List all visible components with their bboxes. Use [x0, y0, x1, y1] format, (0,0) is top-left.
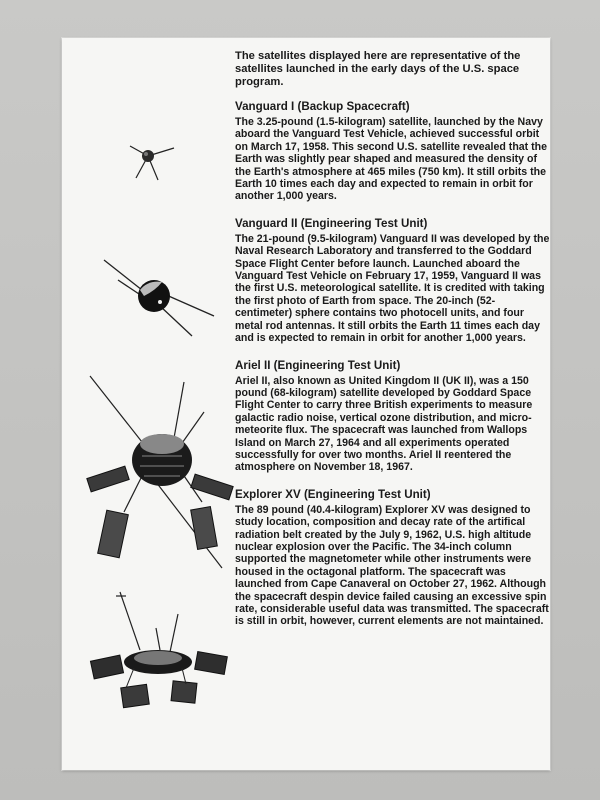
section-ariel-2 — [235, 359, 550, 474]
section-title: Vanguard I (Backup Spacecraft) — [235, 100, 410, 113]
ariel-2-satellite-illustration — [84, 372, 234, 570]
section-title: Ariel II (Engineering Test Unit) — [235, 358, 401, 372]
section-title: Explorer XV (Engineering Test Unit) — [235, 487, 431, 501]
section-body: Ariel II, also known as United Kingdom II (UK II), was a 150 pound (68-kilogram) satellite developed by Goddard Space Flight Center to carry three British experiments to measure galactic radio noise, vertical ozone distribution, and micro-meteorite flux. The spacecraft was launched from Wallops Island on March 27, 1964 and all experiments operated successfully for over two months. Ariel II reentered the atmosphere on November 18, 1967. — [235, 374, 533, 474]
intro-paragraph: The satellites displayed here are representative of the satellites launched in the early days of the U.S. space program. — [235, 50, 521, 88]
section-vanguard-1 — [235, 100, 550, 203]
section-explorer-15 — [235, 488, 550, 628]
section-body: The 21-pound (9.5-kilogram) Vanguard II was developed by the Naval Research Laboratory and transferred to the Goddard Space Flight Center before launch. Launched aboard the Vanguard Test Vehicle on February 17, 1959, Vanguard II was the first U.S. meteorological satellite. It is credited with taking the first photo of Earth from space. The 20-inch (52-centimeter) sphere contains two photocell units, and four metal rod antennas. It still orbits the Earth 11 times each day and is expected to remain in orbit for another 1,000 years. — [235, 232, 550, 345]
text-column — [235, 50, 550, 642]
vanguard-2-satellite-illustration — [96, 250, 228, 342]
section-body: The 3.25-pound (1.5-kilogram) satellite, launched by the Navy aboard the Vanguard Test Vehicle, achieved successful orbit on March 17, 1958. This second U.S. satellite revealed that the Earth was slightly pear shaped and measured the density of the Earth's atmosphere at 465 miles (750 km). It still orbits the Earth 10 times each day and expected to remain in orbit for another 1,000 years. — [235, 116, 548, 203]
section-body: The 89 pound (40.4-kilogram) Explorer XV was designed to study location, composition and decay rate of the artifical radiation belt created by the July 9, 1962, U.S. high altitude nuclear explosion over the Pacific. The 34-inch column supported the magnetometer while other instruments were housed in the octagonal platform. The spacecraft was launched from Cape Canaveral on October 27, 1962. Although the spacecraft despin device failed causing an excessive spin rate, considerable useful data was transmitted. The spacecraft is still in orbit, however, current elements are not maintained. — [235, 503, 549, 628]
vanguard-1-satellite-illustration — [118, 132, 182, 184]
section-vanguard-2 — [235, 217, 550, 345]
section-title: Vanguard II (Engineering Test Unit) — [235, 216, 428, 230]
explorer-15-satellite-illustration — [86, 588, 236, 714]
